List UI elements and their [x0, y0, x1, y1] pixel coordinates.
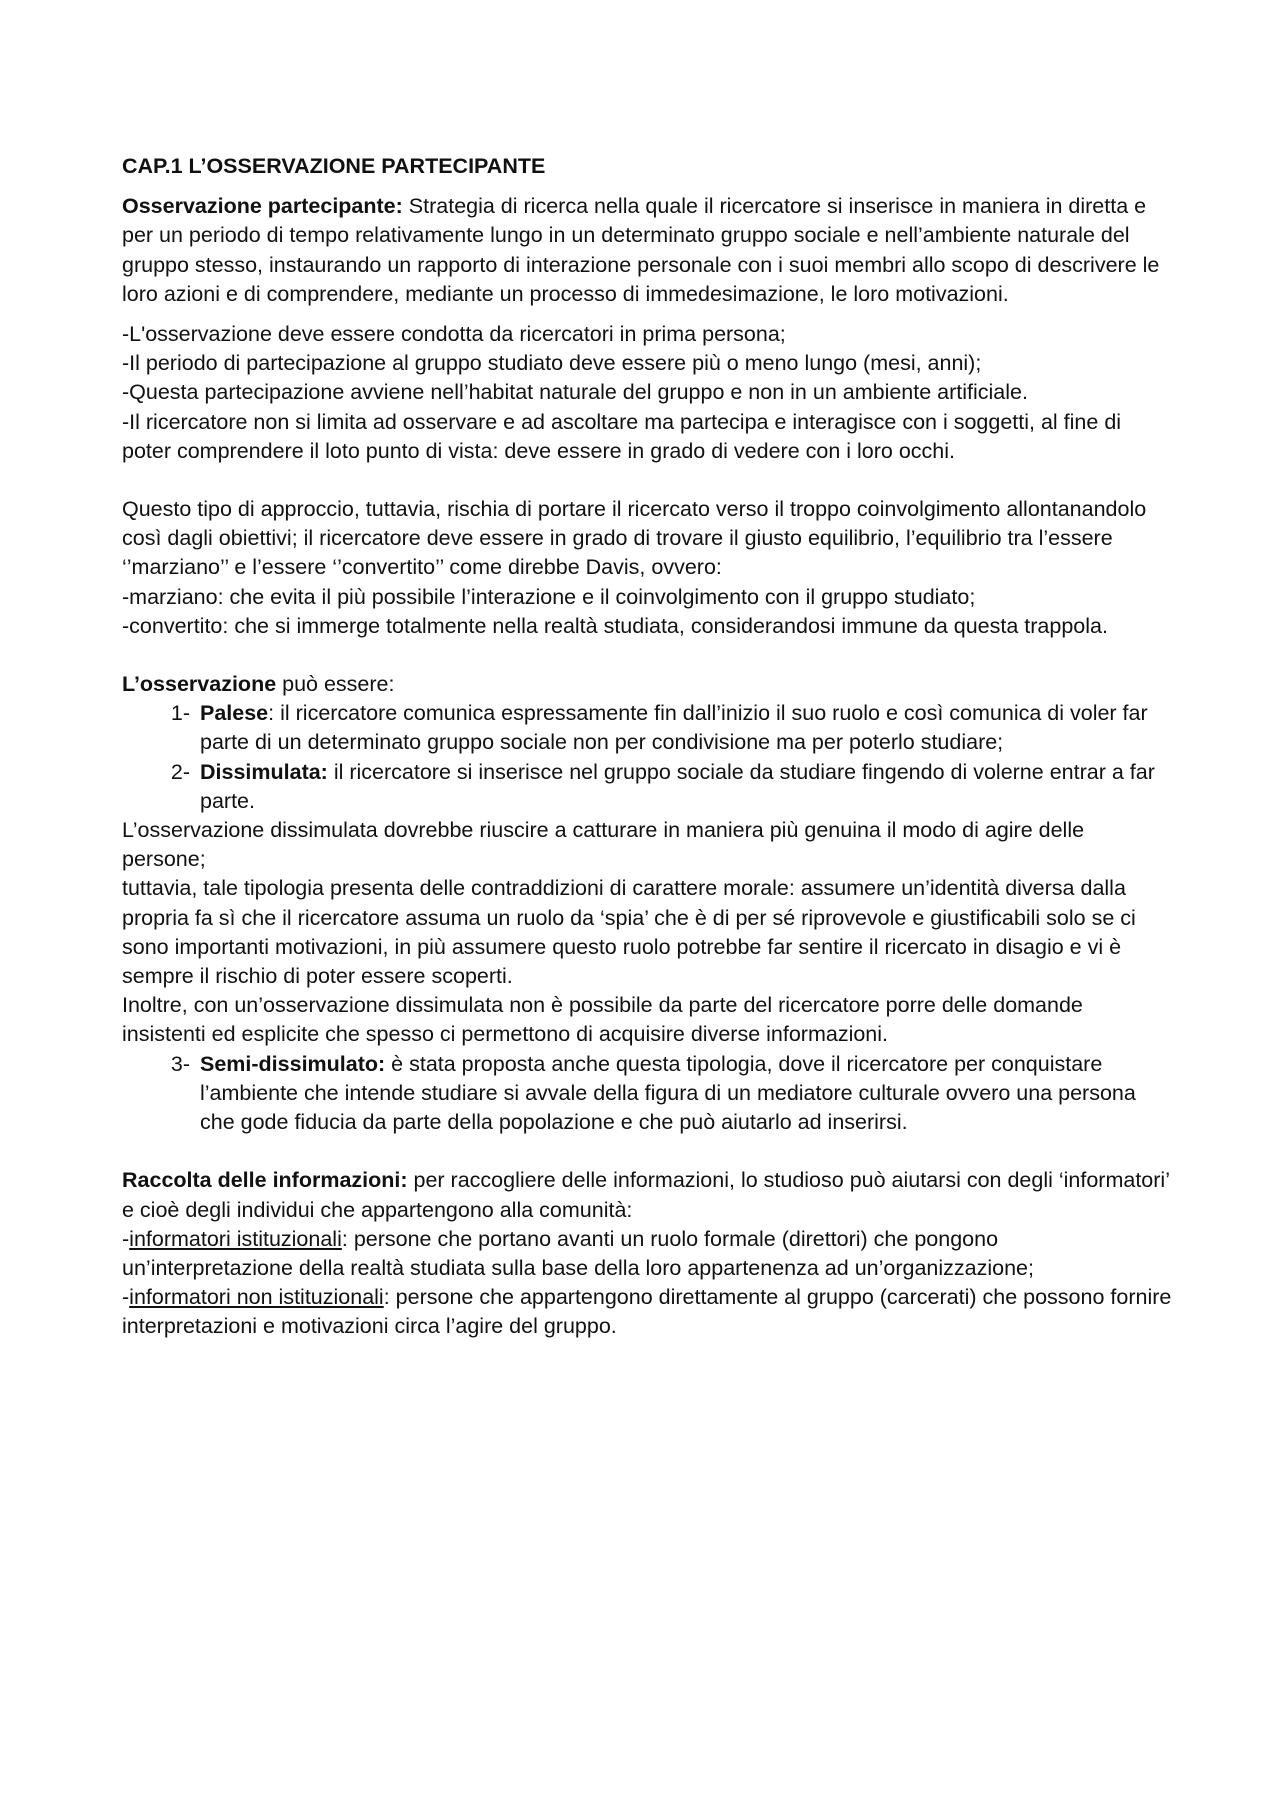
definition-term: Osservazione partecipante:	[122, 194, 403, 219]
point-line: -L'osservazione deve essere condotta da ricercatori in prima persona;	[122, 322, 786, 347]
document-body	[122, 152, 1172, 1342]
approach-convert: -convertito: che si immerge totalmente nella realtà studiata, considerandosi immune da questa trappola.	[122, 613, 1108, 638]
approach-paragraph: Questo tipo di approccio, tuttavia, rischia di portare il ricercato verso il troppo coinvolgimento allontanandolo così dagli obiettivi; il ricercatore deve essere in grado di trovare il giusto equilibrio, l’equilibrio tra l’essere ‘’marziano’’ e l’essere ‘’convertito’’ come direbbe Davis, ovvero:	[122, 497, 1147, 580]
informant-text: : persone che appartengono direttamente al gruppo (carcerati) che possono fornire interpretazioni e motivazioni circa l’agire del gruppo.	[122, 1285, 1172, 1339]
list-number: 2-	[170, 759, 190, 784]
observation-intro	[122, 670, 1172, 699]
informant-item: -informatori istituzionali: persone che portano avanti un ruolo formale (direttori) che pongono un’interpretazione della realtà studiata sulla base della loro appartenenza ad un’organizzazione;	[122, 1226, 1034, 1280]
approach-martian: -marziano: che evita il più possibile l’interazione e il coinvolgimento con il gruppo studiato;	[122, 584, 976, 609]
collection-text: per raccogliere delle informazioni, lo studioso può aiutarsi con degli ‘informatori’ e cioè degli individui che appartengono alla comunità:	[122, 1168, 1170, 1222]
collection-term: Raccolta delle informazioni:	[122, 1168, 408, 1193]
list-item	[122, 758, 1172, 816]
informant-term: informatori non istituzionali	[129, 1285, 384, 1310]
observation-intro-text: può essere:	[276, 672, 395, 697]
list-number: 1-	[170, 701, 190, 726]
list-item	[122, 699, 1172, 757]
list-term: Semi-dissimulato:	[200, 1051, 386, 1076]
informant-term: informatori istituzionali	[129, 1226, 342, 1251]
point-line: -Il periodo di partecipazione al gruppo studiato deve essere più o meno lungo (mesi, anni);	[122, 351, 982, 376]
definition-paragraph	[122, 192, 1172, 309]
list-text: è stata proposta anche questa tipologia, dove il ricercatore per conquistare l’ambiente che intende studiare si avvale della figura di un mediatore culturale ovvero una persona che gode fiducia da parte della popolazione e che può aiutarlo ad inserirsi.	[200, 1051, 1136, 1135]
list-text: il ricercatore si inserisce nel gruppo sociale da studiare fingendo di volerne entrar a far parte.	[200, 759, 1155, 813]
list-item	[122, 1050, 1172, 1138]
collection-paragraph	[122, 1166, 1172, 1224]
point-line: -Il ricercatore non si limita ad osservare e ad ascoltare ma partecipa e interagisce con i soggetti, al fine di poter comprendere il loto punto di vista: deve essere in grado di vedere con i loro occhi.	[122, 409, 1122, 463]
list-text: : il ricercatore comunica espressamente fin dall’inizio il suo ruolo e così comunica di voler far parte di un determinato gruppo sociale non per condivisione ma per poterlo studiare;	[200, 701, 1148, 755]
definition-text: Strategia di ricerca nella quale il ricercatore si inserisce in maniera in diretta e per un periodo di tempo relativamente lungo in un determinato gruppo sociale e nell’ambiente naturale del gruppo stesso, instaurando un rapporto di interazione personale con i suoi membri allo scopo di descrivere le loro azioni e di comprendere, mediante un processo di immedesimazione, le loro motivazioni.	[122, 194, 1160, 306]
point-line: -Questa partecipazione avviene nell’habitat naturale del gruppo e non in un ambiente artificiale.	[122, 380, 1028, 405]
dissimulated-paragraph: tuttavia, tale tipologia presenta delle contraddizioni di carattere morale: assumere un’identità diversa dalla propria fa sì che il ricercatore assuma un ruolo da ‘spia’ che è di per sé riprovevole e giustificabili solo se ci sono importanti motivazioni, in più assumere questo ruolo potrebbe far sentire il ricercato in disagio e vi è sempre il rischio di poter essere scoperti.	[122, 876, 1136, 989]
list-number: 3-	[170, 1051, 190, 1076]
observation-term: L’osservazione	[122, 672, 277, 697]
dissimulated-paragraph: L’osservazione dissimulata dovrebbe riuscire a catturare in maniera più genuina il modo di agire delle persone;	[122, 818, 1085, 872]
chapter-title: CAP.1 L’OSSERVAZIONE PARTECIPANTE	[122, 154, 546, 178]
list-term: Palese	[200, 701, 269, 726]
dissimulated-paragraph: Inoltre, con un’osservazione dissimulata non è possibile da parte del ricercatore porre delle domande insistenti ed esplicite che spesso ci permettono di acquisire diverse informazioni.	[122, 993, 1083, 1047]
informant-item: -informatori non istituzionali: persone che appartengono direttamente al gruppo (carcerati) che possono fornire interpretazioni e motivazioni circa l’agire del gruppo.	[122, 1285, 1172, 1339]
informant-text: : persone che portano avanti un ruolo formale (direttori) che pongono un’interpretazione della realtà studiata sulla base della loro appartenenza ad un’organizzazione;	[122, 1226, 1034, 1280]
list-term: Dissimulata:	[200, 759, 328, 784]
